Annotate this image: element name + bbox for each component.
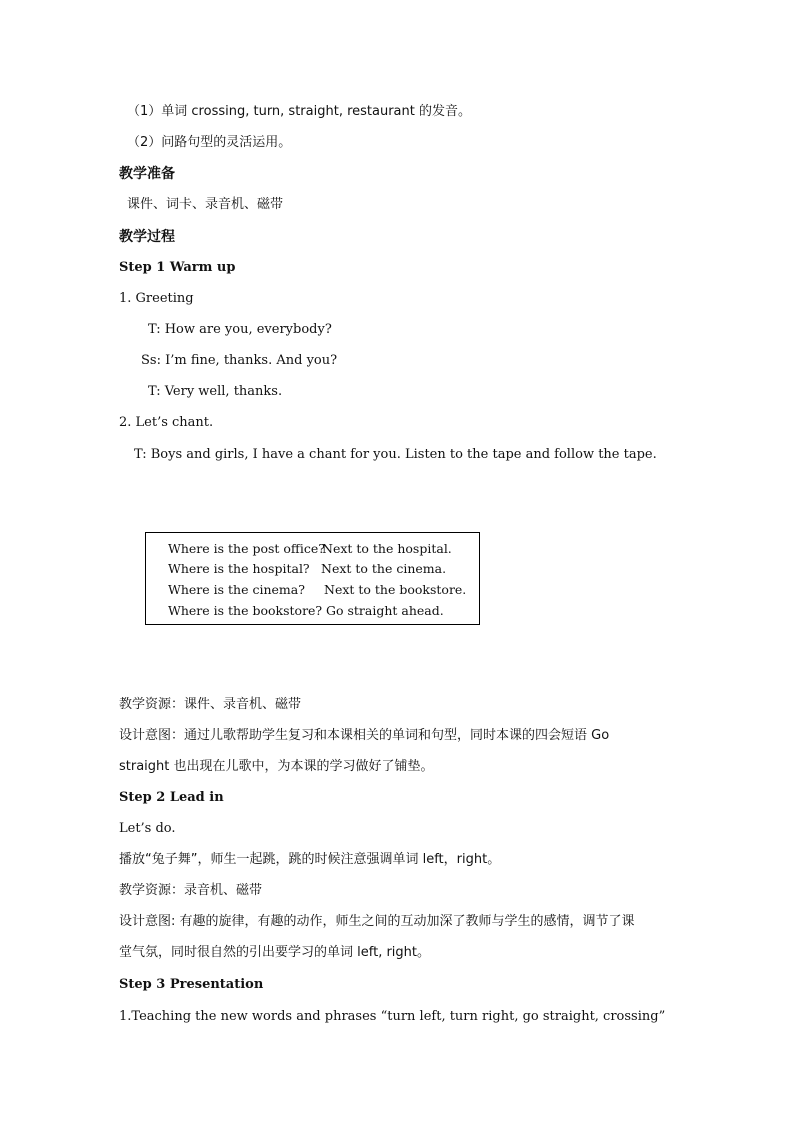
activity-description: 播放“兔子舞”，师生一起跳，跳的时候注意强调单词 left，right。 (119, 852, 501, 867)
design-intent-1b: straight 也出现在儿歌中，为本课的学习做好了铺垫。 (119, 759, 434, 774)
step-1-title: Step 1 Warm up (119, 260, 236, 275)
lets-do: Let’s do. (119, 821, 176, 836)
chant-instruction: T: Boys and girls, I have a chant for you. Listen to the tape and follow the tape. (134, 447, 657, 462)
design-intent-2b: 堂气氛，同时很自然的引出要学习的单词 left, right。 (119, 945, 430, 960)
heading-process: 教学过程 (119, 229, 175, 245)
chant-answer: Next to the hospital. (322, 541, 452, 556)
resources-1: 教学资源：课件、录音机、磁带 (119, 697, 302, 712)
design-intent-2a: 设计意图: 有趣的旋律，有趣的动作，师生之间的互动加深了教师与学生的感情，调节了课 (119, 914, 635, 929)
step-3-title: Step 3 Presentation (119, 977, 264, 992)
step-2-title: Step 2 Lead in (119, 790, 224, 805)
chant-label: 2. Let’s chant. (119, 415, 214, 430)
heading-preparation: 教学准备 (119, 166, 175, 182)
chant-question: Where is the cinema? (168, 582, 305, 597)
greeting-label: 1. Greeting (119, 291, 194, 306)
design-intent-1a: 设计意图：通过儿歌帮助学生复习和本课相关的单词和句型，同时本课的四会短语 Go (119, 728, 610, 743)
chant-question: Where is the hospital? (168, 561, 310, 576)
resources-2: 教学资源：录音机、磁带 (119, 883, 263, 898)
chant-question: Where is the bookstore? (168, 603, 323, 618)
chant-answer: Go straight ahead. (326, 603, 444, 618)
chant-box (145, 532, 480, 625)
dialogue-teacher-2: T: Very well, thanks. (148, 384, 283, 399)
chant-answer: Next to the cinema. (321, 561, 447, 576)
preparation-items: 课件、词卡、录音机、磁带 (127, 197, 284, 212)
teaching-new-words: 1.Teaching the new words and phrases “turn left, turn right, go straight, crossing” (119, 1009, 666, 1024)
objective-1: （1）单词 crossing, turn, straight, restaurant 的发音。 (127, 104, 471, 119)
chant-question: Where is the post office? (168, 541, 325, 556)
dialogue-students-1: Ss: I’m fine, thanks. And you? (141, 353, 338, 368)
dialogue-teacher-1: T: How are you, everybody? (148, 322, 332, 337)
chant-answer: Next to the bookstore. (324, 582, 467, 597)
objective-2: （2）问路句型的灵活运用。 (127, 135, 292, 150)
